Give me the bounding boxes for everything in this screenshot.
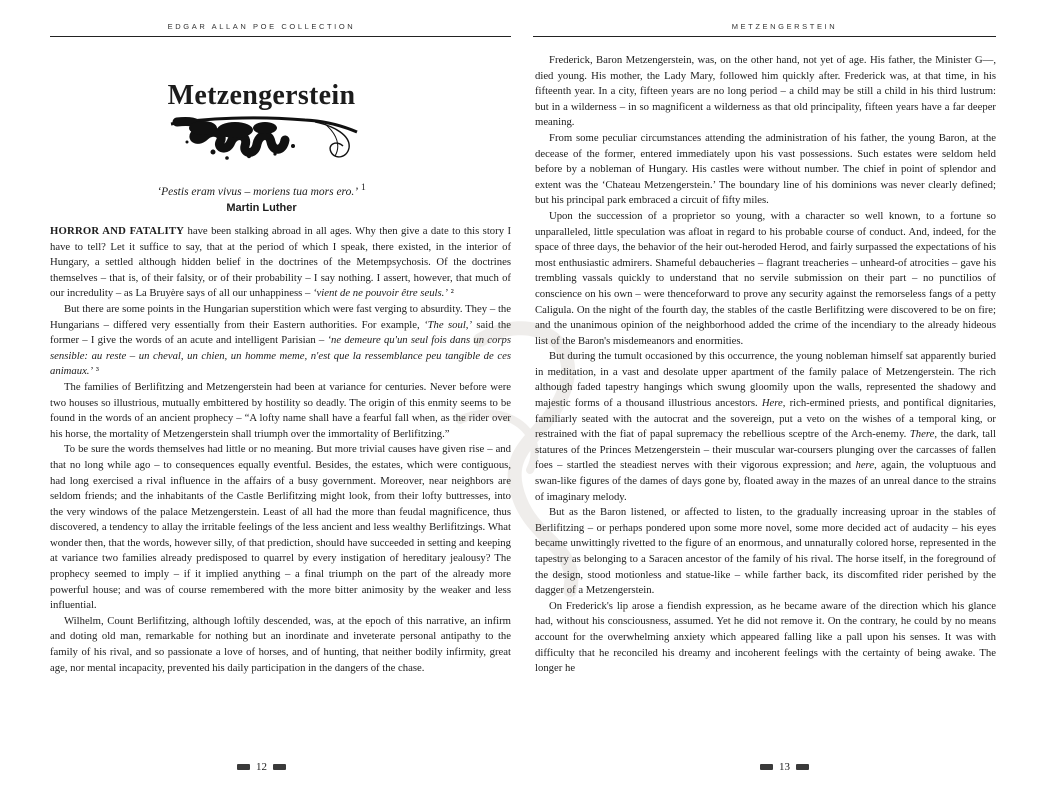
text-run: Frederick, Baron Metzengerstein, was, on the other hand, not yet of age. His father, the Minister G—, died young. His mother, the Lady Mary, followed him quickly after. Frederick was, at that time, in his fifteenth year. In a city, fifteen years are no long period – a child may be still a child in his third lustrum: but in a wilderness – in so magnificent a wilderness as that old principality, fifteen years have a far deeper meaning. [535, 54, 996, 129]
folio-ornament-icon [796, 764, 809, 770]
text-run: have been stalking abroad in all ages. Why then give a date to this story I have to tell? Let it suffice to say, that at the period of which I speak, there existed, in the interior of Hungary, a settled although hidden belief in the doctrines of the Metempsychosis. Of the doctrines themselves – that is, of their falsity, or of their probability – I say nothing. I assert, however, that much of our incredulity – as La Bruyère says of all our unhappiness – [50, 225, 511, 300]
epigraph-quote-line [0, 180, 523, 200]
italic-text: ‘ne demeure qu'un seul fois dans un corps sensible: au reste – un cheval, un chien, un homme meme, n'est que la ressemblance peu tangible de ces animaux.’ [50, 334, 512, 378]
header-rule [533, 36, 996, 37]
italic-text: Here [761, 397, 783, 410]
text-run: The families of Berlifitzing and Metzengerstein had been at variance for centuries. Never before were two houses so illustrious, mutually embittered by hostility so deadly. The origin of this enmity seems to be found in the words of an ancient prophecy – “A lofty name shall have a fearful fall when, as the rider over his horse, the mortality of Metzengerstein shall triumph over the immortality of Berlifitzing.” [50, 380, 511, 440]
text-run: On Frederick's lip arose a fiendish expression, as he became aware of the direction which his glance had, without his consciousness, assumed. Yet he did not remove it. On the contrary, he could by no means account for the overwhelming anxiety which appeared falling like a pall upon his senses. It was with difficulty that he reconciled his dreamy and incoherent feelings with the certainty of being awake. The longer he [535, 599, 996, 675]
paragraph [535, 599, 996, 677]
text-run: But there are some points in the Hungarian superstition which were fast verging to absurdity. They – the Hungarians – differed very essentially from their Eastern authorities. For example, [50, 302, 511, 331]
italic-text: here [855, 459, 875, 472]
text-run: Wilhelm, Count Berlifitzing, although loftily descended, was, at the epoch of this narrative, an infirm and doting old man, remarkable for nothing but an inordinate and inveterate personal antipathy to the family of his rival, and so passionate a love of horses, and of hunting, that neither bodily infirmity, great age, nor mental incapacity, prevented his daily participation in the dangers of the chase. [50, 614, 511, 674]
folio-ornament-icon [273, 764, 286, 770]
text-run: ² [447, 287, 454, 300]
text-run: But as the Baron listened, or affected to listen, to the gradually increasing uproar in the stables of Berlifitzing – or perhaps pondered upon some more novel, some more decided act of audacity – his eyes became unwittingly rivetted to the figure of an enormous, and unnaturally colored horse, represented in the tapestry as belonging to a Saracen ancestor of the family of his rival. The horse itself, in the foreground of the design, stood motionless and statue-like – while farther back, its discomfited rider perished by the dagger of a Metzengerstein. [535, 506, 996, 597]
paragraph [535, 131, 996, 209]
header-rule [50, 36, 511, 37]
running-head: METZENGERSTEIN [731, 22, 838, 31]
italic-text: ‘The soul,’ [424, 318, 473, 331]
text-run: From some peculiar circumstances attending the administration of his father, the young Baron, at the decease of the former, entered immediately upon his vast possessions. Such estates were seldom held before by a nobleman of Hungary. His castles were without number. The chief in point of splendor and extent was the ‘Chateau Metzengerstein.’ The boundary line of his dominions was never clearly defined; but his principal park embraced a circuit of fifty miles. [535, 131, 996, 207]
epigraph-author: Martin Luther [226, 201, 297, 214]
text-run: , the dark, tall statures of the Princes Metzengerstein – their muscular war-coursers plunging over the carcasses of fallen foes – startled the steadiest nerves with their vigorous expression; and [535, 428, 996, 472]
page-number: 13 [779, 761, 790, 773]
text-run: Upon the succession of a proprietor so young, with a character so well known, to a fortune so unparalleled, little speculation was afloat in regard to his probable course of conduct. And, indeed, for the space of three days, the behavior of the heir out-heroded Herod, and fairly surpassed the expectations of his most enthusiastic admirers. Shameful debaucheries – flagrant treacheries – unheard-of atrocities – gave his trembling vassals quickly to understand that no servile submission on their part – no punctilios of conscience on his own – were thenceforward to prove any security against the remorseless fangs of a petty Caligula. On the night of the fourth day, the stables of the castle Berlifitzing were discovered to be on fire; and the unanimous opinion of the neighborhood added the crime of the incendiary to the already hideous list of the Baron's misdemeanors and enormities. [535, 209, 996, 347]
page-number: 12 [256, 761, 267, 773]
text-run: To be sure the words themselves had little or no meaning. But more trivial causes have given rise – and that no long while ago – to consequences equally eventful. Besides, the estates, which were contiguous, had long exercised a rival influence in the affairs of a busy government. Moreover, near neighbors are seldom friends; and the inhabitants of the Castle Berlifitzing might look, from their lofty buttresses, into the very windows of the palace Metzengerstein. Least of all had the more than feudal magnificence, thus discovered, a tendency to allay the irritable feelings of the less ancient and less wealthy Berlifitzings. What wonder then, that the words, however silly, of that prediction, should have succeeded in setting and keeping at variance two families already predisposed to quarrel by every instigation of hereditary jealousy? The prophecy seemed to imply – if it implied anything – a final triumph on the part of the already more powerful house; and was of course remembered with the more bitter animosity by the weaker and less influential. [50, 443, 511, 612]
folio-right [523, 761, 1046, 773]
footnote-marker: 1 [360, 182, 366, 193]
text-run: , again, the voluptuous and swan-like figures of the dames of days gone by, floated away in the mazes of an unreal dance to the strains of imaginary melody. [535, 459, 996, 503]
chapter-title: Metzengerstein [167, 80, 356, 111]
paragraph [50, 224, 511, 302]
text-run: said the former – I give the words of an acute and intelligent Parisian – [50, 318, 511, 347]
epigraph-quote: ‘Pestis eram vivus – moriens tua mors ero.’ [157, 185, 359, 198]
italic-text: ‘vient de ne pouvoir être seuls.’ [312, 287, 448, 300]
epigraph [0, 180, 523, 216]
italic-text: There [909, 428, 935, 441]
folio-left [0, 761, 523, 773]
paragraph [50, 614, 511, 676]
opening-small-caps: HORROR AND FATALITY [50, 225, 185, 237]
text-run: , rich-ermined priests, and pontifical dignitaries, familiarly seated with the autocrat and the sovereign, put a veto on the wishes of a temporal king, or restrained with the fiat of papal supremacy the rebellious sceptre of the Arch-enemy. [535, 397, 996, 441]
paragraph [535, 53, 996, 131]
publisher-watermark-icon [440, 300, 610, 600]
folio-ornament-icon [760, 764, 773, 770]
text-run: ³ [93, 365, 99, 378]
ink-splash-ornament [165, 112, 375, 168]
folio-ornament-icon [237, 764, 250, 770]
text-run: But during the tumult occasioned by this occurrence, the young nobleman himself sat apparently buried in meditation, in a vast and desolate upper apartment of the family palace of Metzengerstein. The rich although faded tapestry hangings which swung gloomily upon the walls, represented the shadowy and majestic forms of a thousand illustrious ancestors. [535, 350, 996, 410]
running-head: EDGAR ALLAN POE COLLECTION [167, 22, 356, 31]
